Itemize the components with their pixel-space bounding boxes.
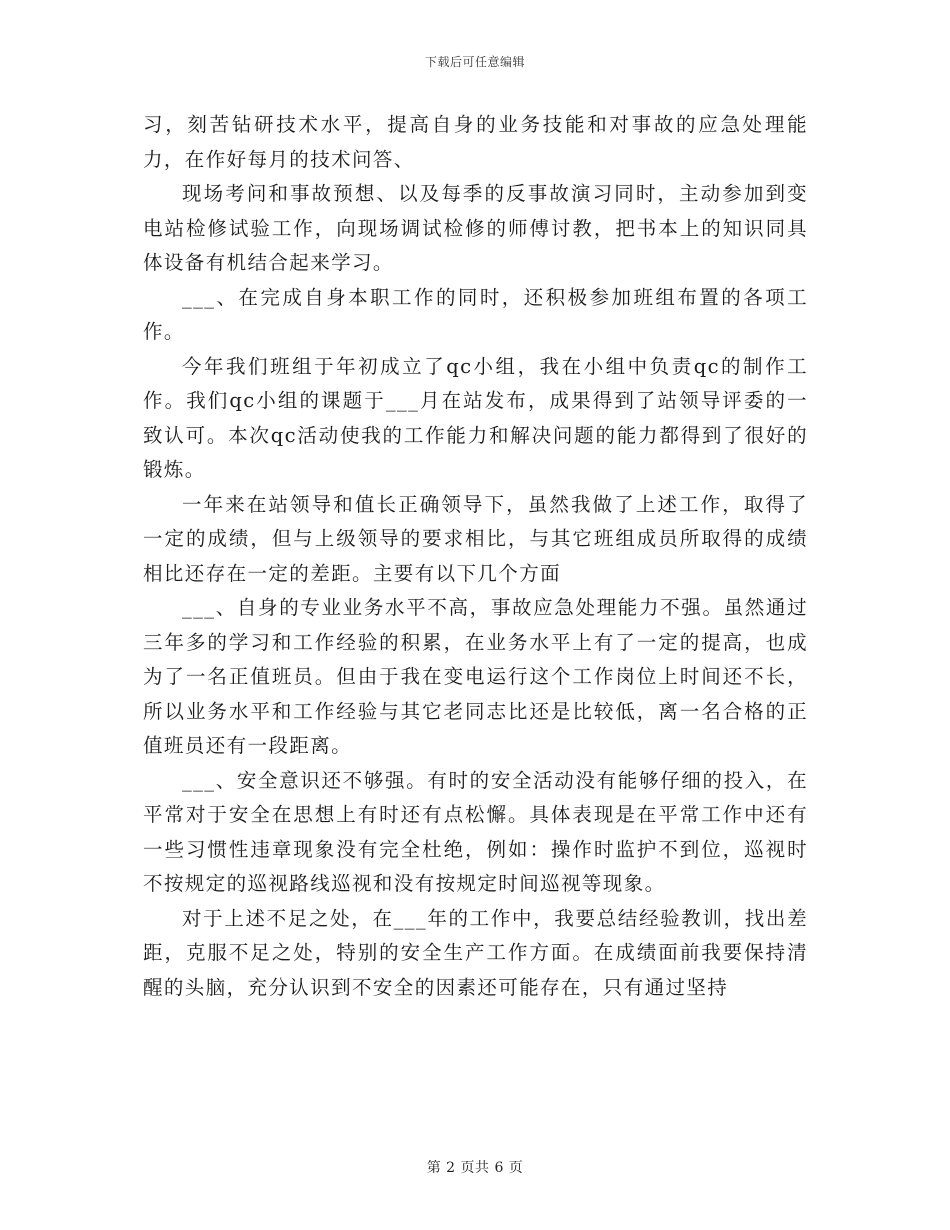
paragraph-4: 今年我们班组于年初成立了qc小组，我在小组中负责qc的制作工作。我们qc小组的课题于___月在站发布，成果得到了站领导评委的一致认可。本次qc活动使我的工作能力和解决问题的能力都得到了很好的锻炼。 xyxy=(143,354,808,481)
page-header: 下载后可任意编辑 xyxy=(424,55,525,69)
paragraph-8: 对于上述不足之处，在___年的工作中，我要总结经验教训，找出差距，克服不足之处，特别的安全生产工作方面。在成绩面前我要保持清醒的头脑，充分认识到不安全的因素还可能存在，只有通过坚持 xyxy=(143,906,808,999)
document-body xyxy=(143,108,808,1005)
paragraph-2: 现场考问和事故预想、以及每季的反事故演习同时，主动参加到变电站检修试验工作，向现场调试检修的师傅讨教，把书本上的知识同具体设备有机结合起来学习。 xyxy=(143,182,808,274)
paragraph-3: ___、在完成自身本职工作的同时，还积极参加班组布置的各项工作。 xyxy=(143,285,808,343)
page-footer: 第 2 页共 6 页 xyxy=(426,1160,524,1176)
paragraph-6: ___、自身的专业业务水平不高，事故应急处理能力不强。虽然通过三年多的学习和工作经验的积累，在业务水平上有了一定的提高，也成为了一名正值班员。但由于我在变电运行这个工作岗位上时间还不长，所以业务水平和工作经验与其它老同志比还是比较低，离一名合格的正值班员还有一段距离。 xyxy=(143,596,808,757)
paragraph-1: 习，刻苦钻研技术水平，提高自身的业务技能和对事故的应急处理能力，在作好每月的技术问答、 xyxy=(143,113,808,171)
paragraph-7: ___、安全意识还不够强。有时的安全活动没有能够仔细的投入，在平常对于安全在思想上有时还有点松懈。具体表现是在平常工作中还有一些习惯性违章现象没有完全杜绝，例如：操作时监护不到位，巡视时不按规定的巡视路线巡视和没有按规定时间巡视等现象。 xyxy=(143,768,808,895)
paragraph-5: 一年来在站领导和值长正确领导下，虽然我做了上述工作，取得了一定的成绩，但与上级领导的要求相比，与其它班组成员所取得的成绩相比还存在一定的差距。主要有以下几个方面 xyxy=(143,492,808,585)
